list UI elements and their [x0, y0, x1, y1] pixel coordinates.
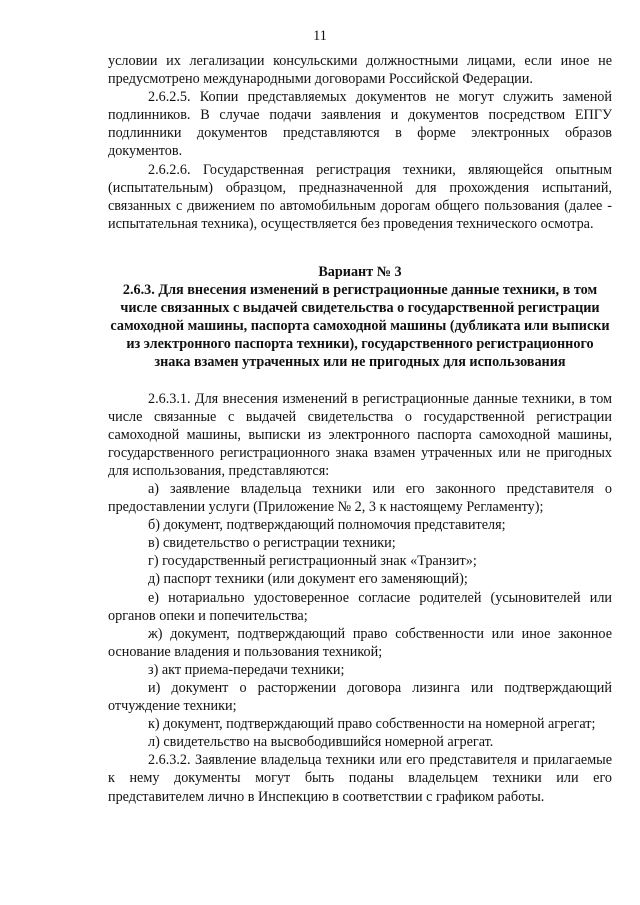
- document-body: [108, 52, 612, 806]
- paragraph-2-6-2-5: 2.6.2.5. Копии представляемых документов не могут служить заменой подлинников. В случае подачи заявления и документов посредством ЕПГУ подлинники документов представляются в форме электронных образов документов.: [108, 89, 612, 160]
- list-item: а) заявление владельца техники или его законного представителя о предоставлении услуги (Приложение № 2, 3 к настоящему Регламенту);: [108, 480, 612, 516]
- list-item: в) свидетельство о регистрации техники;: [148, 535, 396, 552]
- paragraph-continuation: условии их легализации консульскими должностными лицами, если иное не предусмотрено международными договорами Российской Федерации.: [108, 53, 612, 88]
- list-item: б) документ, подтверждающий полномочия представителя;: [148, 517, 506, 534]
- paragraph-2-6-2-6: 2.6.2.6. Государственная регистрация техники, являющейся опытным (испытательным) образцом, предназначенной для прохождения испытаний, связанных с движением по автомобильным дорогам общего пользования (далее - испытательная техника), осуществляется без проведения технического осмотра.: [108, 161, 612, 232]
- list-item: з) акт приема-передачи техники;: [148, 661, 345, 678]
- list-item: е) нотариально удостоверенное согласие родителей (усыновителей или органов опеки и попечительства;: [108, 589, 612, 624]
- paragraph-2-6-3-2: 2.6.3.2. Заявление владельца техники или его представителя и прилагаемые к нему документы могут быть поданы владельцем техники или его представителем лично в Инспекцию в соответствии с графиком работы.: [108, 752, 612, 805]
- section-heading: 2.6.3. Для внесения изменений в регистрационные данные техники, в том числе связанных с выдачей свидетельства о государственной регистрации самоходной машины, паспорта самоходной машины (дубликата или выписки из электронного паспорта техники), государственного регистрационного знака взамен утраченных или не пригодных для использования: [110, 282, 610, 371]
- list-item: г) государственный регистрационный знак «Транзит»;: [148, 553, 477, 570]
- list-item: л) свидетельство на высвободившийся номерной агрегат.: [148, 734, 494, 751]
- list-item: д) паспорт техники (или документ его заменяющий);: [148, 571, 468, 588]
- paragraph-2-6-3-1: 2.6.3.1. Для внесения изменений в регистрационные данные техники, в том числе связанные с выдачей свидетельства о государственной регистрации самоходной машины, выписки из электронного паспорта самоходной машины, государственного регистрационного знака взамен утраченных или не пригодных для использования, представляются:: [108, 390, 612, 479]
- page-number: 11: [313, 28, 327, 44]
- list-item: к) документ, подтверждающий право собственности на номерной агрегат;: [148, 716, 596, 733]
- list-item: и) документ о расторжении договора лизинга или подтверждающий отчуждение техники;: [108, 680, 612, 715]
- variant-title: Вариант № 3: [318, 263, 402, 280]
- list-item: ж) документ, подтверждающий право собственности или иное законное основание владения и пользования техникой;: [108, 625, 612, 660]
